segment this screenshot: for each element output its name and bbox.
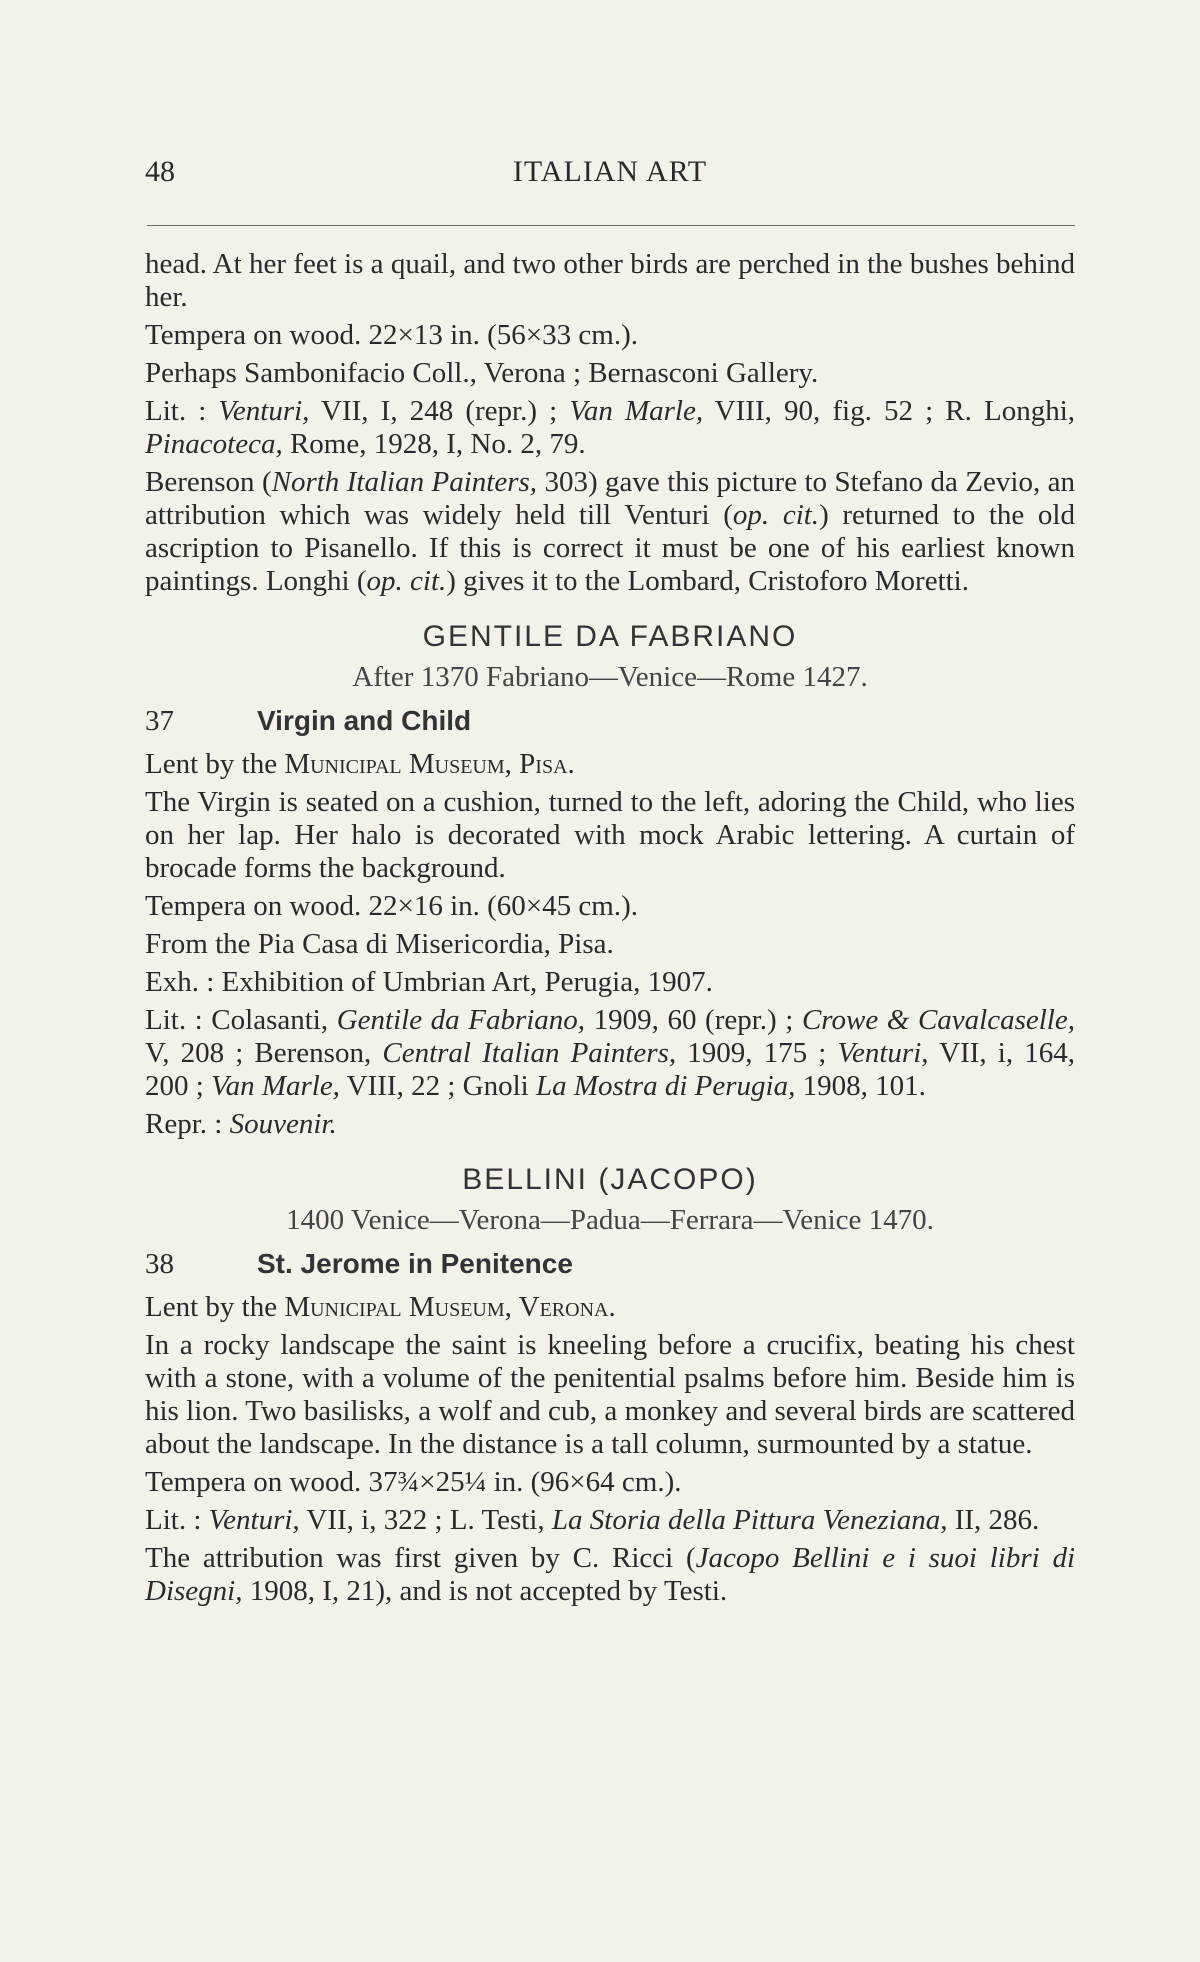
entry-exhibition: Exh. : Exhibition of Umbrian Art, Perugia, 1907. — [145, 966, 713, 998]
entry-description: head. At her feet is a quail, and two other birds are perched in the bushes behind her. — [145, 248, 1075, 313]
entry-medium: Tempera on wood. 22×13 in. (56×33 cm.). — [145, 319, 638, 351]
catalogue-entry-heading — [145, 1247, 1075, 1281]
entry-literature: Lit. : Venturi, VII, I, 248 (repr.) ; Van Marle, VIII, 90, fig. 52 ; R. Longhi, Pinacoteca, Rome, 1928, I, No. 2, 79. — [145, 395, 1076, 460]
entry-reproduction: Repr. : Souvenir. — [145, 1108, 337, 1140]
running-title: ITALIAN ART — [512, 155, 708, 188]
entry-description: The Virgin is seated on a cushion, turned to the left, adoring the Child, who lies on her lap. Her halo is decorated with mock Arabic lettering. A curtain of brocade forms the background. — [145, 786, 1075, 884]
artist-dates: 1400 Venice—Verona—Padua—Ferrara—Venice 1470. — [286, 1204, 934, 1236]
page-body — [145, 248, 1075, 1613]
artist-dates: After 1370 Fabriano—Venice—Rome 1427. — [352, 661, 868, 693]
entry-medium: Tempera on wood. 22×16 in. (60×45 cm.). — [145, 890, 638, 922]
entry-provenance: Perhaps Sambonifacio Coll., Verona ; Bernasconi Gallery. — [145, 357, 819, 389]
entry-note: Berenson (North Italian Painters, 303) gave this picture to Stefano da Zevio, an attribution which was widely held till Venturi (op. cit.) returned to the old ascription to Pisanello. If this is correct it must be one of his earliest known paintings. Longhi (op. cit.) gives it to the Lombard, Cristoforo Moretti. — [145, 466, 1075, 597]
entry-description: In a rocky landscape the saint is kneeling before a crucifix, beating his chest with a stone, with a volume of the penitential psalms before him. Beside him is his lion. Two basilisks, a wolf and cub, a monkey and several birds are scattered about the landscape. In the distance is a tall column, surmounted by a statue. — [145, 1329, 1075, 1460]
page-number: 48 — [145, 155, 175, 188]
entry-note: The attribution was first given by C. Ricci (Jacopo Bellini e i suoi libri di Disegni, 1908, I, 21), and is not accepted by Testi. — [145, 1542, 1076, 1607]
entry-literature: Lit. : Colasanti, Gentile da Fabriano, 1909, 60 (repr.) ; Crowe & Cavalcaselle, V, 208 ; Berenson, Central Italian Painters, 1909, 175 ; Venturi, VII, i, 164, 200 ; Van Marle, VIII, 22 ; Gnoli La Mostra di Perugia, 1908, 101. — [145, 1004, 1075, 1102]
work-title: St. Jerome in Penitence — [257, 1248, 573, 1279]
page-header — [145, 155, 1075, 195]
header-rule — [147, 225, 1075, 226]
entry-medium: Tempera on wood. 37¾×25¼ in. (96×64 cm.). — [145, 1466, 682, 1498]
catalogue-number: 37 — [145, 705, 174, 737]
artist-heading: GENTILE DA FABRIANO — [422, 620, 798, 653]
entry-literature: Lit. : Venturi, VII, i, 322 ; L. Testi, La Storia della Pittura Veneziana, II, 286. — [145, 1504, 1040, 1536]
lender: Lent by the Municipal Museum, Pisa. — [145, 748, 575, 780]
catalogue-entry-heading — [145, 704, 1075, 738]
catalogue-number: 38 — [145, 1248, 174, 1280]
work-title: Virgin and Child — [257, 705, 472, 736]
artist-heading: BELLINI (JACOPO) — [462, 1163, 758, 1196]
lender: Lent by the Municipal Museum, Verona. — [145, 1291, 616, 1323]
entry-provenance: From the Pia Casa di Misericordia, Pisa. — [145, 928, 614, 960]
